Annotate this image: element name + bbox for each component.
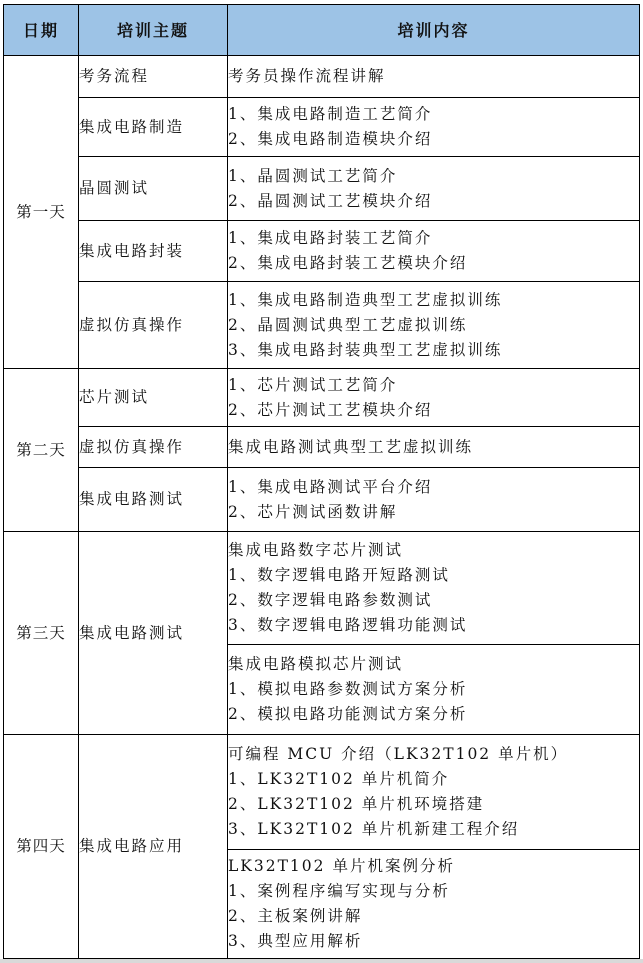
content-cell [228, 56, 640, 98]
content-line: 2、芯片测试工艺模块介绍 [228, 400, 433, 419]
content-cell [228, 468, 640, 532]
content-line: 1、集成电路封装工艺简介 [228, 229, 433, 247]
content-line: 3、LK32T102 单片机新建工程介绍 [228, 820, 520, 838]
content-cell [228, 735, 640, 850]
table-row [4, 369, 640, 427]
content-line: 1、集成电路测试平台介绍 [228, 477, 433, 496]
topic-cell: 虚拟仿真操作 [79, 427, 228, 468]
topic-cell: 晶圆测试 [79, 157, 228, 221]
table-row [4, 98, 640, 157]
topic-cell: 集成电路应用 [79, 735, 228, 959]
topic-cell: 集成电路测试 [79, 532, 228, 735]
table-row [4, 532, 640, 645]
day-cell-4: 第四天 [4, 735, 79, 959]
table-row [4, 157, 640, 221]
topic-cell: 集成电路制造 [79, 98, 228, 157]
table-row [4, 221, 640, 282]
table-row [4, 282, 640, 369]
topic-cell: 虚拟仿真操作 [79, 282, 228, 369]
content-line: 1、集成电路制造工艺简介 [228, 105, 433, 123]
content-line: 3、典型应用解析 [228, 932, 363, 950]
day-cell-2: 第二天 [4, 369, 79, 532]
content-line: 考务员操作流程讲解 [228, 67, 386, 85]
content-line: LK32T102 单片机案例分析 [228, 857, 455, 875]
content-line: 2、集成电路封装工艺模块介绍 [228, 254, 468, 272]
day-cell-3: 第三天 [4, 532, 79, 735]
content-cell [228, 850, 640, 959]
content-line: 1、LK32T102 单片机简介 [228, 770, 450, 788]
content-line: 1、晶圆测试工艺简介 [228, 166, 398, 185]
content-line: 2、数字逻辑电路参数测试 [228, 591, 433, 609]
content-cell [228, 282, 640, 369]
content-line: 1、集成电路制造典型工艺虚拟训练 [228, 290, 503, 309]
content-line: 1、芯片测试工艺简介 [228, 375, 398, 394]
content-line: 2、LK32T102 单片机环境搭建 [228, 795, 485, 813]
content-line: 3、数字逻辑电路逻辑功能测试 [228, 616, 468, 634]
training-schedule-table [3, 4, 640, 959]
header-content: 培训内容 [228, 5, 640, 56]
content-line: 可编程 MCU 介绍（LK32T102 单片机） [228, 745, 569, 763]
content-line: 集成电路测试典型工艺虚拟训练 [228, 437, 474, 456]
day-cell-1: 第一天 [4, 56, 79, 369]
content-cell [228, 157, 640, 221]
content-line: 2、主板案例讲解 [228, 907, 363, 925]
header-date: 日期 [4, 5, 79, 56]
header-row [4, 5, 640, 56]
content-cell [228, 369, 640, 427]
content-cell [228, 427, 640, 468]
topic-cell: 芯片测试 [79, 369, 228, 427]
content-line: 2、芯片测试函数讲解 [228, 502, 398, 521]
content-line: 1、模拟电路参数测试方案分析 [228, 680, 468, 698]
table-row [4, 735, 640, 850]
table-row [4, 468, 640, 532]
content-line: 2、集成电路制造模块介绍 [228, 130, 433, 148]
page-bottom-edge [0, 959, 643, 963]
table-row [4, 56, 640, 98]
content-line: 2、模拟电路功能测试方案分析 [228, 705, 468, 723]
header-topic: 培训主题 [79, 5, 228, 56]
content-cell [228, 221, 640, 282]
topic-cell: 考务流程 [79, 56, 228, 98]
content-line: 1、案例程序编写实现与分析 [228, 882, 450, 900]
content-line: 集成电路数字芯片测试 [228, 541, 404, 559]
content-line: 2、晶圆测试典型工艺虚拟训练 [228, 315, 468, 334]
content-cell [228, 645, 640, 735]
content-cell [228, 98, 640, 157]
content-line: 1、数字逻辑电路开短路测试 [228, 566, 450, 584]
content-line: 集成电路模拟芯片测试 [228, 655, 404, 673]
topic-cell: 集成电路测试 [79, 468, 228, 532]
topic-cell: 集成电路封装 [79, 221, 228, 282]
content-line: 2、晶圆测试工艺模块介绍 [228, 191, 433, 210]
content-cell [228, 532, 640, 645]
content-line: 3、集成电路封装典型工艺虚拟训练 [228, 340, 503, 359]
table-row [4, 427, 640, 468]
